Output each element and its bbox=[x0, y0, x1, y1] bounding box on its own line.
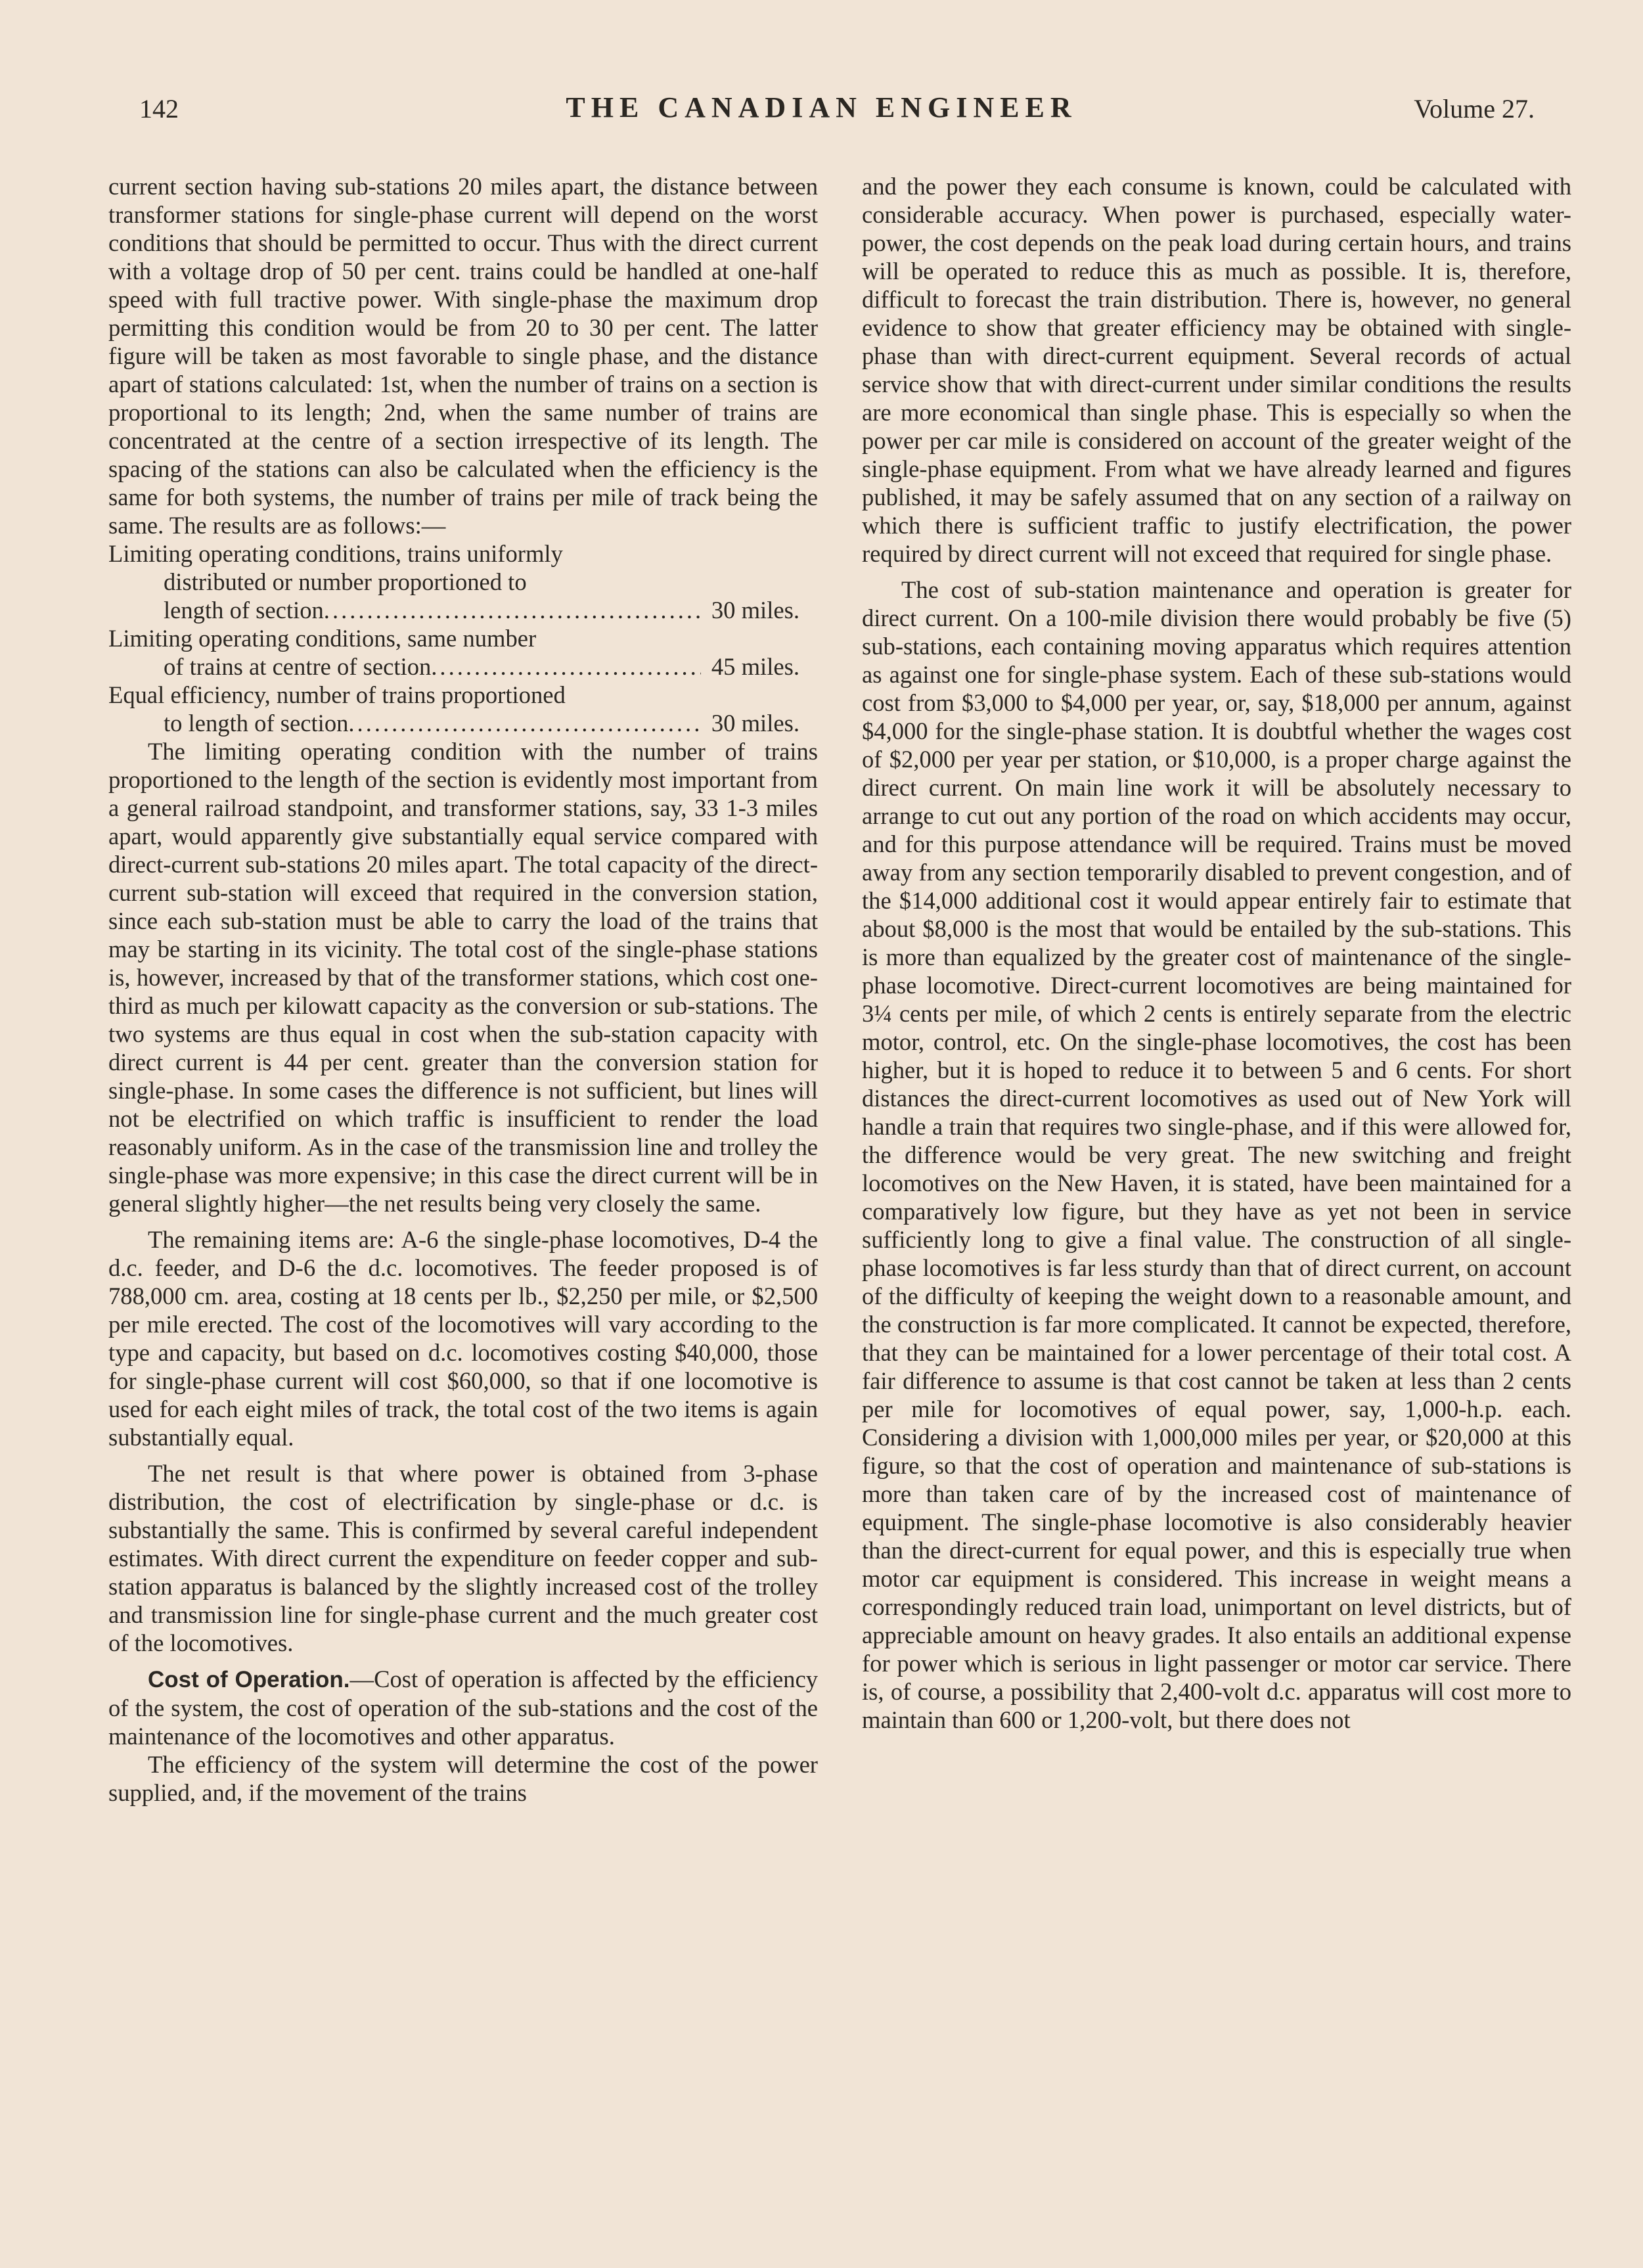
left-column bbox=[108, 172, 818, 1807]
leader-dots bbox=[324, 596, 701, 624]
journal-title: THE CANADIAN ENGINEER bbox=[566, 91, 1077, 124]
paragraph: current section having sub-stations 20 miles apart, the distance between transformer stations for single-phase current will depend on the worst conditions that should be permitted to occur. Thus with the direct current with a voltage drop of 50 per cent. trains could be handled at one-half speed with full tractive power. With single-phase the maximum drop permitting this condition would be from 20 to 30 per cent. The latter figure will be taken as most favorable to single phase, and the distance apart of stations calculated: 1st, when the number of trains on a section is proportional to its length; 2nd, when the same number of trains are concentrated at the centre of a section irrespective of its length. The spacing of the stations can also be calculated when the efficiency is the same for both systems, the number of trains per mile of track being the same. The results are as follows:— bbox=[108, 173, 818, 539]
results-row-1-label: length of section bbox=[164, 597, 324, 624]
results-row-2-line-1: Limiting operating conditions, same number bbox=[108, 625, 537, 652]
results-row-3-value: 30 miles. bbox=[711, 710, 799, 737]
section-paragraph bbox=[108, 1665, 818, 1750]
leader-dots bbox=[348, 709, 700, 737]
results-row-3-line-1: Equal efficiency, number of trains proportioned bbox=[108, 681, 566, 708]
results-row-2-value: 45 miles. bbox=[711, 653, 799, 680]
paragraph-text: —Cost of operation is affected by the efficiency of the system, the cost of operation of the sub-stations and the cost of the maintenance of the locomotives and other apparatus. bbox=[108, 1666, 818, 1750]
results-list bbox=[108, 539, 818, 737]
results-row-3 bbox=[108, 709, 818, 737]
leader-dots bbox=[431, 652, 701, 681]
results-row-3-label: to length of section bbox=[164, 710, 349, 737]
volume-label: Volume 27. bbox=[1414, 94, 1535, 124]
results-row-2 bbox=[108, 652, 818, 681]
right-column bbox=[862, 172, 1571, 1734]
results-row-1 bbox=[108, 596, 818, 624]
paragraph: The limiting operating condition with the number of trains proportioned to the length of the section is evidently most important from a general railroad standpoint, and transformer stations, say, 33 1-3 miles apart, would apparently give substantially equal service compared with direct-current sub-stations 20 miles apart. The total capacity of the direct-current sub-station will exceed that required in the conversion station, since each sub-station must be able to carry the load of the trains that may be starting in its vicinity. The total cost of the single-phase stations is, however, increased by that of the transformer stations, which cost one-third as much per kilowatt capacity as the conversion or sub-stations. The two systems are thus equal in cost when the sub-station capacity with direct current is 44 per cent. greater than the conversion station for single-phase. In some cases the difference is not sufficient, but lines will not be electrified on which traffic is insufficient to render the load reasonably uniform. As in the case of the transmission line and trolley the single-phase was more expensive; in this case the direct current will be in general slightly higher—the net results being very closely the same. bbox=[108, 738, 818, 1217]
paragraph: The remaining items are: A-6 the single-phase locomotives, D-4 the d.c. feeder, and D-6 the d.c. locomotives. The feeder proposed is of 788,000 cm. area, costing at 18 cents per lb., $2,250 per mile, or $2,500 per mile erected. The cost of the locomotives will vary according to the type and capacity, but based on d.c. locomotives costing $40,000, those for single-phase current will cost $60,000, so that if one locomotive is used for each eight miles of track, the total cost of the two items is again substantially equal. bbox=[108, 1226, 818, 1451]
section-heading: Cost of Operation. bbox=[148, 1667, 350, 1692]
paragraph: The cost of sub-station maintenance and operation is greater for direct current. On a 100-mile division there would probably be five (5) sub-stations, each containing moving apparatus which requires attention as against one for single-phase system. Each of these sub-stations would cost from $3,000 to $4,000 per year, or, say, $18,000 per annum, against $4,000 for the single-phase station. It is doubtful whether the wages cost of $2,000 per year per station, or $10,000, is a proper charge against the direct current. On main line work it will be absolutely necessary to arrange to cut out any portion of the road on which accidents may occur, and for this purpose attendance will be required. Trains must be moved away from any section temporarily disabled to prevent congestion, and of the $14,000 additional cost it would appear entirely fair to estimate that about $8,000 is the most that would be entailed by the sub-stations. This is more than equalized by the greater cost of maintenance of the single-phase locomotive. Direct-current locomotives are being maintained for 3¼ cents per mile, of which 2 cents is entirely separate from the electric motor, control, etc. On the single-phase locomotives, the cost has been higher, but it is hoped to reduce it to between 5 and 6 cents. For short distances the direct-current locomotives as used out of New York will handle a train that requires two single-phase, and if this were allowed for, the difference would be very great. The new switching and freight locomotives on the New Haven, it is stated, have been maintained for a comparatively low figure, but they have as yet not been in service sufficiently long to give a final value. The construction of all single-phase locomotives is far less sturdy than that of direct current, on account of the difficulty of keeping the weight down to a reasonable amount, and the construction is far more complicated. It cannot be expected, therefore, that they can be maintained for a lower percentage of their total cost. A fair difference to assume is that cost cannot be taken at less than 2 cents per mile for locomotives of equal power, say, 1,000-h.p. each. Considering a division with 1,000,000 miles per year, or $20,000 at this figure, so that the cost of operation and maintenance of sub-stations is more than taken care of by the increased cost of maintenance of equipment. The single-phase locomotive is also considerably heavier than the direct-current for equal power, and this is especially true when motor car equipment is considered. This increase in weight means a correspondingly reduced train load, unimportant on level districts, but of appreciable amount on heavy grades. It also entails an additional expense for power which is serious in light passenger or motor car service. There is, of course, a possibility that 2,400-volt d.c. apparatus will cost more to maintain than 600 or 1,200-volt, but there does not bbox=[862, 576, 1571, 1733]
results-row-1-line-2: distributed or number proportioned to bbox=[164, 568, 527, 595]
page-header bbox=[0, 93, 1643, 133]
results-row-2-label: of trains at centre of section bbox=[164, 653, 432, 680]
results-row-1-value: 30 miles. bbox=[711, 597, 799, 624]
paragraph: and the power they each consume is known, could be calculated with considerable accuracy. When power is purchased, especially water-power, the cost depends on the peak load during certain hours, and trains will be operated to reduce this as much as possible. It is, therefore, difficult to forecast the train distribution. There is, however, no general evidence to show that greater efficiency may be obtained with single-phase than with direct-current equipment. Several records of actual service show that with direct-current under similar conditions the results are more economical than single phase. This is especially so when the power per car mile is considered on account of the greater weight of the single-phase equipment. From what we have already learned and figures published, it may be safely assumed that on any section of a railway on which there is sufficient traffic to justify electrification, the power required by direct current will not exceed that required for single phase. bbox=[862, 173, 1571, 567]
paragraph: The net result is that where power is obtained from 3-phase distribution, the cost of electrification by single-phase or d.c. is substantially the same. This is confirmed by several careful independent estimates. With direct current the expenditure on feeder copper and sub-station apparatus is balanced by the slightly increased cost of the trolley and transmission line for single-phase current and the much greater cost of the locomotives. bbox=[108, 1460, 818, 1656]
results-row-1-line-1: Limiting operating conditions, trains uniformly bbox=[108, 540, 563, 567]
paragraph: The efficiency of the system will determine the cost of the power supplied, and, if the movement of the trains bbox=[108, 1751, 818, 1806]
page-number: 142 bbox=[139, 94, 179, 124]
